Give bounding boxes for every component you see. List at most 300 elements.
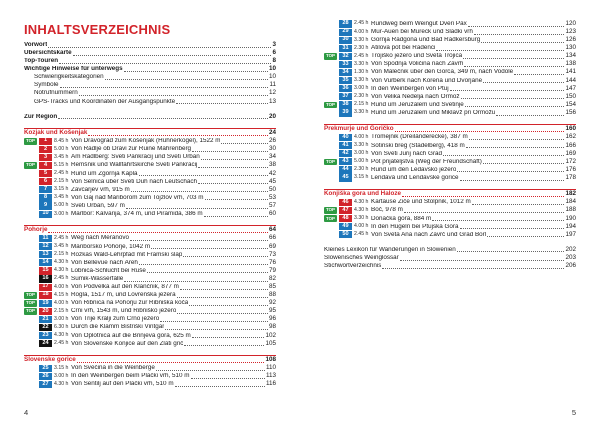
tour-duration: 4.30 h	[54, 267, 69, 274]
dot-leader	[58, 118, 268, 119]
left-toc-column	[24, 41, 276, 389]
tour-entry[interactable]	[324, 52, 576, 60]
dot-leader	[432, 220, 564, 221]
tour-title: In den Weinbergen beim Plački vrh, 510 m	[71, 373, 190, 380]
dot-leader	[191, 378, 265, 379]
tour-number-badge: 1	[39, 138, 52, 145]
tour-duration: 5.00 h	[54, 145, 69, 152]
tour-duration: 6.30 h	[54, 324, 69, 331]
tour-page: 38	[268, 161, 276, 169]
top-badge-placeholder	[24, 276, 37, 283]
tour-duration: 2.45 h	[54, 235, 69, 241]
tour-title: Tromejnik (Dreiländerecke), 387 m	[371, 134, 468, 141]
tour-entry[interactable]	[324, 142, 576, 150]
tour-number-badge: 21	[39, 316, 52, 323]
tour-duration: 4.00 h	[54, 299, 69, 306]
tour-duration: 5.00 h	[354, 158, 369, 165]
top-badge-placeholder	[24, 373, 37, 380]
tour-entry[interactable]	[24, 267, 276, 275]
tour-title: Am Radlberg: Sveti Pankracij und Sveti Urban	[71, 154, 200, 161]
tour-duration: 3.00 h	[54, 372, 69, 379]
dot-leader	[450, 90, 565, 91]
tour-number-badge: 43	[339, 158, 352, 165]
tour-page: 150	[565, 92, 576, 100]
dot-leader	[124, 281, 268, 282]
tour-duration: 3.15 h	[54, 186, 69, 193]
tour-entry[interactable]	[24, 364, 276, 372]
toc-entry[interactable]	[24, 98, 276, 106]
dot-leader	[481, 42, 564, 43]
tour-number-badge: 36	[339, 85, 352, 92]
tour-duration: 4.15 h	[54, 291, 69, 298]
tour-duration: 2.45 h	[354, 231, 369, 238]
tour-entry[interactable]	[324, 223, 576, 231]
tour-entry[interactable]	[324, 69, 576, 77]
dot-leader	[126, 208, 268, 209]
tour-title: Von Sveti Jurij nach Grad	[371, 150, 443, 157]
dot-leader	[198, 167, 268, 168]
dot-leader	[221, 143, 268, 144]
tour-number-badge: 33	[339, 61, 352, 68]
tour-page: 30	[268, 145, 276, 153]
tour-title: Mur-Auen bei Mureck und Sladki vrh	[371, 28, 473, 35]
dot-leader	[160, 321, 268, 322]
tour-entry[interactable]	[24, 340, 276, 348]
tour-page: 45	[268, 177, 276, 185]
tour-page: 156	[565, 108, 576, 116]
toc-entry[interactable]	[324, 254, 576, 262]
top-badge-placeholder	[324, 199, 337, 206]
toc-entry[interactable]	[324, 262, 576, 270]
tour-number-badge: 42	[339, 150, 352, 157]
tour-title: Von Dravograd zum Košenjak (Hühnerkogel), 1522 m	[71, 138, 221, 145]
dot-leader	[514, 74, 564, 75]
tour-duration: 4.00 h	[354, 223, 369, 230]
toc-entry-title: Stichwortverzeichnis	[324, 263, 382, 270]
dot-leader	[465, 106, 565, 107]
toc-entry-title: Schwierigkeitskategorien	[34, 74, 104, 81]
tour-page: 123	[565, 27, 576, 35]
tour-page: 88	[268, 291, 276, 299]
dot-leader	[131, 191, 268, 192]
toc-entry-page: 3	[272, 40, 276, 48]
top-badge-placeholder	[24, 243, 37, 250]
tour-entry[interactable]	[324, 109, 576, 117]
tour-entry[interactable]	[324, 166, 576, 174]
dot-leader	[201, 159, 268, 160]
dot-leader	[457, 171, 564, 172]
spacer	[24, 218, 276, 225]
tour-page: 162	[565, 133, 576, 141]
toc-entry-title: Übersichtskarte	[24, 49, 72, 56]
tour-title: Rogla, 1517 m, und Lovrenška jezera	[71, 292, 176, 299]
tour-duration: 3.45 h	[54, 194, 69, 201]
top-badge-placeholder	[24, 381, 37, 388]
tour-entry[interactable]	[324, 85, 576, 93]
toc-entry-page: 10	[268, 73, 276, 81]
tour-title: Kartause Žiče und Stolpnik, 1012 m	[371, 199, 471, 206]
tour-title: In den Hügeln bei Ptujska Gora	[371, 223, 459, 230]
toc-entry[interactable]	[24, 65, 276, 73]
tour-title: Von Spodnja Voličina nach Zavrh	[371, 61, 464, 68]
region-heading[interactable]	[24, 355, 276, 363]
tour-entry[interactable]	[24, 251, 276, 259]
tour-number-badge: 32	[339, 53, 352, 60]
tour-entry[interactable]	[324, 20, 576, 28]
spacer	[24, 348, 276, 355]
tour-number-badge: 47	[339, 207, 352, 214]
tour-page: 26	[268, 137, 276, 145]
spacer	[324, 239, 576, 246]
toc-entry[interactable]	[24, 41, 276, 49]
dot-leader	[151, 248, 268, 249]
tour-duration: 2.45 h	[354, 52, 369, 59]
top-badge-placeholder	[24, 170, 37, 177]
tour-title: Remšnik und Wallfahrtskirche Sveti Pankracij	[71, 162, 198, 169]
tour-entry[interactable]	[24, 243, 276, 251]
tour-duration: 3.30 h	[354, 60, 369, 67]
tour-number-badge: 14	[39, 259, 52, 266]
tour-title: Rund um Jeruzalem und Miklavž pri Ormožu	[371, 109, 496, 116]
spacer	[324, 182, 576, 189]
tour-duration: 8.45 h	[54, 137, 69, 144]
tour-entry[interactable]	[324, 28, 576, 36]
top-tour-badge: TOP	[324, 159, 337, 166]
tour-entry[interactable]	[24, 324, 276, 332]
tour-title: Marlbor: Kalvarija, 374 m, und Piramida, 386 m	[71, 210, 203, 217]
toc-entry-title: Wichtige Hinweise für unterwegs	[24, 66, 123, 73]
toc-entry[interactable]	[24, 57, 276, 65]
tour-number-badge: 8	[39, 194, 52, 201]
dot-leader	[189, 305, 268, 306]
top-badge-placeholder	[324, 45, 337, 52]
tour-entry[interactable]	[24, 210, 276, 218]
dot-leader	[175, 386, 265, 387]
tour-duration: 4.30 h	[54, 380, 69, 387]
toc-entry[interactable]	[24, 81, 276, 89]
dot-leader	[469, 139, 565, 140]
page-number-right: 5	[571, 407, 576, 417]
region-page: 160	[565, 125, 576, 133]
tour-duration: 2.30 h	[354, 93, 369, 100]
tour-entry[interactable]	[324, 134, 576, 142]
dot-leader	[180, 289, 268, 290]
tour-number-badge: 2	[39, 146, 52, 153]
top-badge-placeholder	[324, 77, 337, 84]
tour-page: 53	[268, 193, 276, 201]
dot-leader	[139, 175, 268, 176]
dot-leader	[461, 98, 565, 99]
region-heading[interactable]	[24, 128, 276, 136]
tour-title: Von Ribnica na Pohorju zur Ribniška koča	[71, 300, 189, 307]
tour-entry[interactable]	[324, 93, 576, 101]
tour-page: 144	[565, 76, 576, 84]
toc-entry-page: 202	[565, 245, 576, 253]
top-badge-placeholder	[324, 134, 337, 141]
tour-entry[interactable]	[24, 316, 276, 324]
tour-page: 98	[268, 323, 276, 331]
toc-entry-page: 20	[268, 112, 276, 120]
dot-leader	[400, 260, 565, 261]
top-badge-placeholder	[24, 187, 37, 194]
tour-entry[interactable]	[324, 44, 576, 52]
top-badge-placeholder	[24, 316, 37, 323]
tour-number-badge: 50	[339, 231, 352, 238]
tour-page: 188	[565, 206, 576, 214]
dot-leader	[382, 268, 564, 269]
region-page: 24	[268, 128, 276, 136]
tour-page: 105	[265, 339, 276, 347]
tour-title: Pot prijateljstva (Weg der Freundschaft)	[371, 158, 482, 165]
tour-duration: 2.45 h	[354, 20, 369, 27]
top-badge-placeholder	[324, 86, 337, 93]
tour-entry[interactable]	[324, 36, 576, 44]
dot-leader	[472, 204, 565, 205]
toc-entry[interactable]	[24, 113, 276, 121]
toc-entry[interactable]	[324, 246, 576, 254]
dot-leader	[184, 345, 264, 346]
dot-leader	[468, 26, 565, 27]
top-badge-placeholder	[24, 341, 37, 348]
top-badge-placeholder	[24, 324, 37, 331]
tour-title: Von Podvelka auf den Klančnik, 877 m	[71, 284, 179, 291]
tour-page: 102	[265, 331, 276, 339]
right-toc-column	[324, 20, 576, 270]
tour-number-badge: 28	[339, 20, 352, 27]
tour-page: 176	[565, 165, 576, 173]
tour-entry[interactable]	[324, 231, 576, 239]
tour-number-badge: 26	[39, 373, 52, 380]
top-badge-placeholder	[24, 203, 37, 210]
top-badge-placeholder	[324, 175, 337, 182]
tour-number-badge: 7	[39, 186, 52, 193]
tour-title: Trojiško jezero und Sveta Trojica	[371, 53, 463, 60]
tour-entry[interactable]	[324, 101, 576, 109]
tour-entry[interactable]	[324, 215, 576, 223]
tour-number-badge: 37	[339, 93, 352, 100]
region-title: Kozjak und Košenjak	[24, 128, 88, 136]
tour-entry[interactable]	[24, 153, 276, 161]
tour-page: 96	[268, 315, 276, 323]
tour-title: Rozkas Wald-Lehrpfad mit Framski slap	[71, 251, 183, 258]
top-badge-placeholder	[324, 37, 337, 44]
dot-leader	[177, 297, 268, 298]
tour-entry[interactable]	[24, 259, 276, 267]
top-badge-placeholder	[24, 268, 37, 275]
toc-entry-page: 10	[268, 65, 276, 73]
dot-leader	[124, 71, 268, 72]
right-page	[300, 0, 600, 428]
tour-duration: 4.00 h	[354, 133, 369, 140]
dot-leader	[156, 370, 265, 371]
top-badge-placeholder	[324, 94, 337, 101]
top-tour-badge: TOP	[24, 292, 37, 299]
top-tour-badge: TOP	[24, 300, 37, 307]
top-badge-placeholder	[324, 110, 337, 117]
dot-leader	[402, 196, 565, 197]
tour-entry[interactable]	[324, 60, 576, 68]
top-badge-placeholder	[324, 167, 337, 174]
tour-duration: 2.30 h	[354, 166, 369, 173]
dot-leader	[183, 256, 268, 257]
tour-page: 113	[265, 372, 276, 380]
dot-leader	[139, 264, 268, 265]
tour-title: Boč, 978 m	[371, 207, 403, 214]
top-badge-placeholder	[24, 260, 37, 267]
top-tour-badge: TOP	[324, 207, 337, 214]
tour-duration: 3.00 h	[354, 85, 369, 92]
tour-duration: 3.00 h	[54, 315, 69, 322]
tour-number-badge: 19	[39, 300, 52, 307]
tour-page: 66	[268, 234, 276, 242]
tour-entry[interactable]	[24, 162, 276, 170]
top-tour-badge: TOP	[24, 138, 37, 145]
tour-entry[interactable]	[24, 283, 276, 291]
tour-number-badge: 27	[39, 381, 52, 388]
region-title: Konjiška gora und Haloze	[324, 190, 401, 198]
tour-duration: 5.00 h	[54, 202, 69, 209]
dot-leader	[474, 34, 565, 35]
tour-entry[interactable]	[324, 207, 576, 215]
top-badge-placeholder	[24, 154, 37, 161]
tour-page: 169	[565, 149, 576, 157]
tour-number-badge: 29	[339, 29, 352, 36]
top-tour-badge: TOP	[324, 53, 337, 60]
tour-page: 154	[565, 100, 576, 108]
tour-title: Von Oplotnica auf die Brinjeva gora, 625 m	[71, 332, 191, 339]
tour-title: Lobnica-Schlucht bei Ruše	[71, 267, 146, 274]
tour-title: Donačka gora, 884 m	[371, 215, 432, 222]
tour-page: 116	[265, 380, 276, 388]
dot-leader	[460, 228, 565, 229]
tour-entry[interactable]	[24, 202, 276, 210]
region-page: 108	[265, 355, 276, 363]
tour-duration: 4.00 h	[54, 283, 69, 290]
tour-title: Šumik-Wasserfälle	[71, 275, 124, 282]
tour-entry[interactable]	[24, 170, 276, 178]
toc-entry-title: Notrufnummern	[34, 90, 78, 97]
tour-duration: 2.30 h	[354, 44, 369, 51]
tour-duration: 3.30 h	[354, 36, 369, 43]
dot-leader	[192, 337, 265, 338]
tour-entry[interactable]	[24, 235, 276, 243]
dot-leader	[463, 58, 564, 59]
tour-title: Atilova pot bei Radenci	[371, 45, 436, 52]
toc-entry-page: 12	[268, 89, 276, 97]
tour-duration: 3.30 h	[354, 142, 369, 149]
tour-entry[interactable]	[24, 299, 276, 307]
tour-entry[interactable]	[24, 194, 276, 202]
top-badge-placeholder	[324, 232, 337, 239]
tour-page: 134	[565, 52, 576, 60]
region-heading[interactable]	[324, 124, 576, 132]
toc-entry[interactable]	[24, 49, 276, 57]
region-heading[interactable]	[24, 225, 276, 233]
dot-leader	[147, 272, 268, 273]
tour-title: Von Radlje ob Dravi zur Ruine Mahrenberg	[71, 146, 192, 153]
toc-entry[interactable]	[24, 73, 276, 81]
tour-entry[interactable]	[324, 174, 576, 182]
tour-title: Črni vrh, 1543 m, und Ribniško jezero	[71, 308, 177, 315]
top-badge-placeholder	[24, 179, 37, 186]
tour-entry[interactable]	[324, 150, 576, 158]
tour-duration: 3.30 h	[354, 77, 369, 84]
dot-leader	[77, 362, 265, 363]
tour-page: 42	[268, 169, 276, 177]
toc-entry[interactable]	[24, 90, 276, 98]
tour-duration: 2.15 h	[54, 251, 69, 258]
tour-entry[interactable]	[24, 291, 276, 299]
tour-page: 50	[268, 185, 276, 193]
toc-entry-page: 8	[272, 57, 276, 65]
tour-page: 126	[565, 36, 576, 44]
dot-leader	[395, 131, 565, 132]
tour-title: Gornja Radgona und Bad Radkersburg	[371, 37, 481, 44]
tour-entry[interactable]	[324, 158, 576, 166]
dot-leader	[60, 87, 269, 88]
tour-entry[interactable]	[24, 275, 276, 283]
region-page: 64	[268, 226, 276, 234]
tour-title: Lendava und Lendavske gorice	[371, 174, 459, 181]
tour-number-badge: 25	[39, 365, 52, 372]
top-badge-placeholder	[24, 332, 37, 339]
tour-title: Von Slovenske Konjice auf den Žlati grič	[71, 340, 184, 347]
spacer	[324, 117, 576, 124]
tour-duration: 1.30 h	[354, 69, 369, 75]
dot-leader	[464, 66, 564, 67]
tour-entry[interactable]	[324, 77, 576, 85]
top-badge-placeholder	[324, 29, 337, 36]
top-badge-placeholder	[24, 146, 37, 153]
tour-entry[interactable]	[24, 372, 276, 380]
tour-number-badge: 22	[39, 324, 52, 331]
tour-duration: 3.00 h	[54, 210, 69, 217]
tour-entry[interactable]	[24, 145, 276, 153]
tour-number-badge: 15	[39, 267, 52, 274]
dot-leader	[48, 47, 271, 48]
tour-number-badge: 16	[39, 275, 52, 282]
tour-page: 73	[268, 250, 276, 258]
region-title: Prekmurje und Goričko	[324, 125, 394, 133]
region-heading[interactable]	[324, 189, 576, 197]
tour-entry[interactable]	[24, 332, 276, 340]
top-badge-placeholder	[324, 69, 337, 76]
toc-entry-page: 203	[565, 253, 576, 261]
tour-page: 138	[565, 60, 576, 68]
tour-page: 194	[565, 222, 576, 230]
toc-entry-page: 206	[565, 262, 576, 270]
spacer	[24, 106, 276, 113]
tour-title: Mariborsko Pohorje, 1042 m	[71, 243, 151, 250]
tour-entry[interactable]	[324, 198, 576, 206]
tour-duration: 2.45 h	[54, 275, 69, 282]
tour-entry[interactable]	[24, 186, 276, 194]
tour-duration: 4.30 h	[54, 332, 69, 339]
top-badge-placeholder	[24, 284, 37, 291]
top-badge-placeholder	[24, 235, 37, 242]
tour-page: 95	[268, 307, 276, 315]
tour-entry[interactable]	[24, 307, 276, 315]
tour-entry[interactable]	[24, 178, 276, 186]
tour-title: Sotinski breg (Stadelberg), 418 m	[371, 142, 465, 149]
tour-page: 130	[565, 44, 576, 52]
tour-page: 60	[268, 209, 276, 217]
tour-number-badge: 6	[39, 178, 52, 185]
toc-entry-title: Top-Touren	[24, 58, 59, 65]
tour-entry[interactable]	[24, 380, 276, 388]
tour-entry[interactable]	[24, 137, 276, 145]
tour-title: In den Weinbergen von Ptuj	[371, 85, 449, 92]
